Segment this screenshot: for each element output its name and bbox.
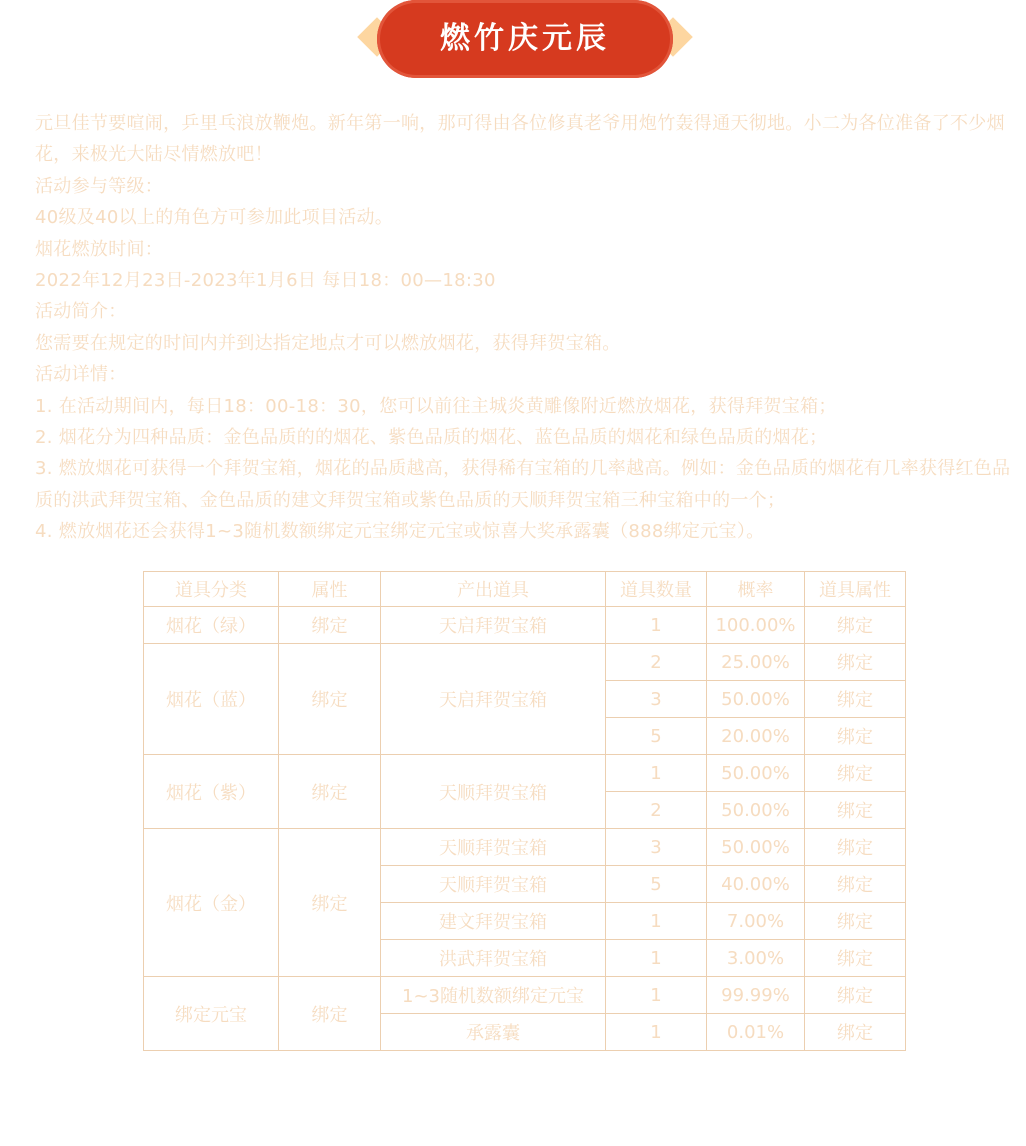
probability-cell: 7.00% — [707, 903, 805, 940]
item-cell: 天启拜贺宝箱 — [381, 607, 606, 644]
detail-item-3: 3. 燃放烟花可获得一个拜贺宝箱，烟花的品质越高，获得稀有宝箱的几率越高。例如：金色品质的烟花有几率获得红色品质的洪武拜贺宝箱、金色品质的建文拜贺宝箱或紫色品质的天顺拜贺宝箱三种宝箱中的一个； — [35, 458, 1011, 511]
item-cell: 天顺拜贺宝箱 — [381, 866, 606, 903]
table-row — [144, 644, 906, 681]
attribute-cell: 绑定 — [279, 644, 381, 755]
quantity-cell: 1 — [606, 940, 707, 977]
item-attribute-cell: 绑定 — [805, 681, 906, 718]
time-heading: 烟花燃放时间： — [35, 238, 164, 260]
item-attribute-cell: 绑定 — [805, 755, 906, 792]
item-attribute-cell: 绑定 — [805, 792, 906, 829]
table-row — [144, 755, 906, 792]
header-quantity: 道具数量 — [606, 572, 707, 607]
quantity-cell: 2 — [606, 644, 707, 681]
quantity-cell: 1 — [606, 903, 707, 940]
detail-item-2: 2. 烟花分为四种品质：金色品质的的烟花、紫色品质的烟花、蓝色品质的烟花和绿色品质的烟花； — [35, 427, 828, 449]
probability-cell: 50.00% — [707, 792, 805, 829]
item-attribute-cell: 绑定 — [805, 718, 906, 755]
time-text: 2022年12月23日-2023年1月6日 每日18：00—18:30 — [35, 270, 496, 292]
item-attribute-cell: 绑定 — [805, 940, 906, 977]
item-cell: 承露囊 — [381, 1014, 606, 1051]
quantity-cell: 5 — [606, 866, 707, 903]
probability-cell: 50.00% — [707, 681, 805, 718]
item-cell: 天顺拜贺宝箱 — [381, 829, 606, 866]
quantity-cell: 5 — [606, 718, 707, 755]
probability-cell: 3.00% — [707, 940, 805, 977]
item-cell: 天顺拜贺宝箱 — [381, 755, 606, 829]
quantity-cell: 3 — [606, 681, 707, 718]
detail-item-4: 4. 燃放烟花还会获得1~3随机数额绑定元宝绑定元宝或惊喜大奖承露囊（888绑定元宝）。 — [35, 521, 765, 543]
attribute-cell: 绑定 — [279, 755, 381, 829]
intro-paragraph: 元旦佳节要喧闹，乒里乓浪放鞭炮。新年第一响，那可得由各位修真老爷用炮竹轰得通天彻地。小二为各位准备了不少烟花，来极光大陆尽情燃放吧！ — [35, 113, 1005, 166]
event-description — [35, 108, 1015, 548]
quantity-cell: 3 — [606, 829, 707, 866]
category-cell: 绑定元宝 — [144, 977, 279, 1051]
category-cell: 烟花（紫） — [144, 755, 279, 829]
attribute-cell: 绑定 — [279, 607, 381, 644]
header-item-attribute: 道具属性 — [805, 572, 906, 607]
item-attribute-cell: 绑定 — [805, 644, 906, 681]
probability-cell: 50.00% — [707, 755, 805, 792]
table-row — [144, 977, 906, 1014]
item-attribute-cell: 绑定 — [805, 607, 906, 644]
quantity-cell: 2 — [606, 792, 707, 829]
page-title: 燃竹庆元辰 — [440, 21, 610, 56]
table-row — [144, 607, 906, 644]
probability-cell: 100.00% — [707, 607, 805, 644]
detail-item-1: 1. 在活动期间内，每日18：00-18：30，您可以前往主城炎黄雕像附近燃放烟花，获得拜贺宝箱； — [35, 395, 837, 417]
probability-cell: 20.00% — [707, 718, 805, 755]
header-attribute: 属性 — [279, 572, 381, 607]
probability-cell: 25.00% — [707, 644, 805, 681]
item-attribute-cell: 绑定 — [805, 1014, 906, 1051]
item-attribute-cell: 绑定 — [805, 977, 906, 1014]
quantity-cell: 1 — [606, 607, 707, 644]
probability-cell: 0.01% — [707, 1014, 805, 1051]
attribute-cell: 绑定 — [279, 977, 381, 1051]
category-cell: 烟花（蓝） — [144, 644, 279, 755]
title-banner — [355, 0, 695, 80]
header-probability: 概率 — [707, 572, 805, 607]
rewards-table — [143, 571, 906, 1051]
probability-cell: 40.00% — [707, 866, 805, 903]
summary-heading: 活动简介： — [35, 301, 127, 323]
item-attribute-cell: 绑定 — [805, 903, 906, 940]
item-attribute-cell: 绑定 — [805, 829, 906, 866]
probability-cell: 99.99% — [707, 977, 805, 1014]
category-cell: 烟花（绿） — [144, 607, 279, 644]
level-text: 40级及40以上的角色方可参加此项目活动。 — [35, 207, 394, 229]
header-output-item: 产出道具 — [381, 572, 606, 607]
details-heading: 活动详情： — [35, 364, 127, 386]
header-category: 道具分类 — [144, 572, 279, 607]
table-row — [144, 829, 906, 866]
level-heading: 活动参与等级： — [35, 175, 164, 197]
item-cell: 建文拜贺宝箱 — [381, 903, 606, 940]
item-cell: 洪武拜贺宝箱 — [381, 940, 606, 977]
table-header-row — [144, 572, 906, 607]
probability-cell: 50.00% — [707, 829, 805, 866]
quantity-cell: 1 — [606, 1014, 707, 1051]
summary-text: 您需要在规定的时间内并到达指定地点才可以燃放烟花，获得拜贺宝箱。 — [35, 332, 621, 354]
quantity-cell: 1 — [606, 977, 707, 1014]
item-cell: 1~3随机数额绑定元宝 — [381, 977, 606, 1014]
category-cell: 烟花（金） — [144, 829, 279, 977]
quantity-cell: 1 — [606, 755, 707, 792]
item-attribute-cell: 绑定 — [805, 866, 906, 903]
item-cell: 天启拜贺宝箱 — [381, 644, 606, 755]
attribute-cell: 绑定 — [279, 829, 381, 977]
